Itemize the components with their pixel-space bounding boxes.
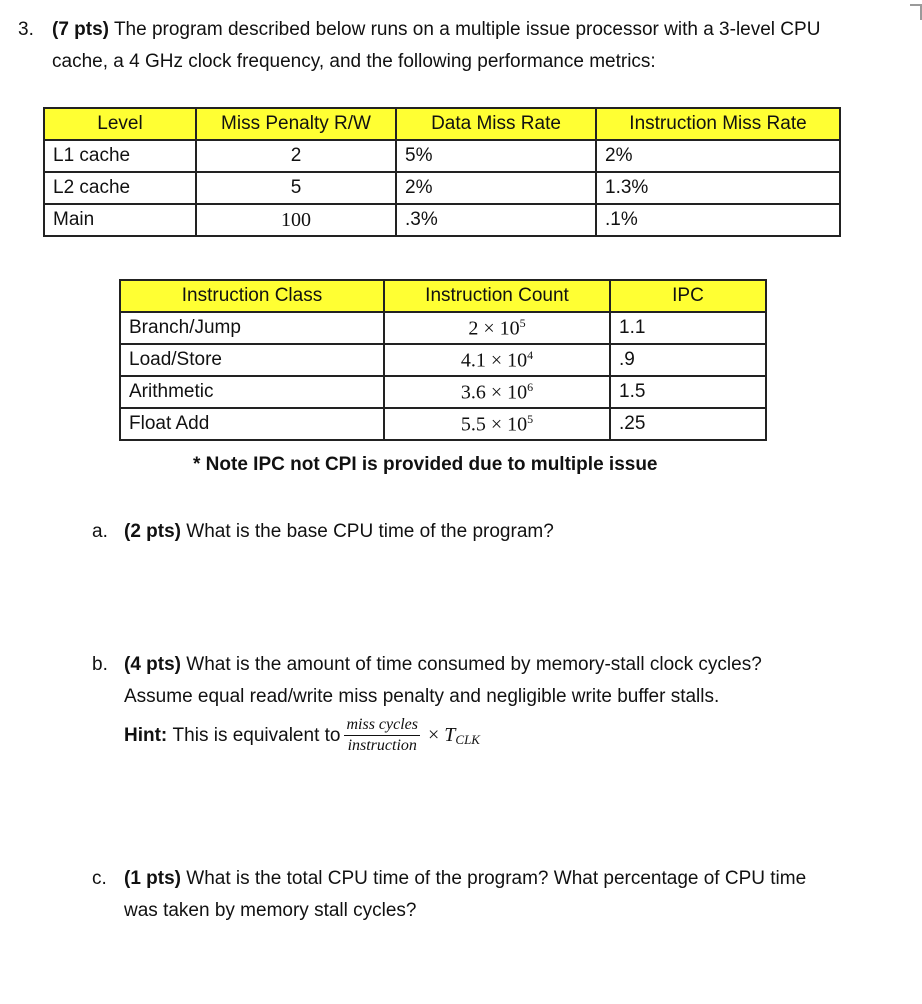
table-row: [120, 344, 766, 376]
cache-level-cell: Main: [44, 204, 196, 236]
instruction-miss-rate-cell: 1.3%: [596, 172, 840, 204]
count-exponent: 5: [527, 411, 534, 426]
part-c-label: c.: [92, 868, 107, 889]
cache-header-instruction-miss-rate: Instruction Miss Rate: [596, 108, 840, 140]
part-c-text-line2: was taken by memory stall cycles?: [124, 900, 417, 921]
instr-header-count: Instruction Count: [384, 280, 610, 312]
table-row: [120, 312, 766, 344]
instruction-miss-rate-cell: 2%: [596, 140, 840, 172]
part-b-label: b.: [92, 654, 108, 675]
part-c: [92, 863, 912, 927]
count-exponent: 4: [527, 347, 534, 362]
question-text-line2: cache, a 4 GHz clock frequency, and the following performance metrics:: [52, 51, 656, 72]
miss-penalty-cell: 5: [196, 172, 396, 204]
instruction-class-cell: Branch/Jump: [120, 312, 384, 344]
count-base: 5.5 × 10: [460, 413, 528, 436]
part-c-text: What is the total CPU time of the program? What percentage of CPU time: [186, 868, 807, 889]
data-miss-rate-cell: 5%: [396, 140, 596, 172]
hint: [124, 716, 480, 755]
hint-label: Hint:: [124, 724, 168, 746]
instruction-count-cell: [384, 376, 610, 408]
cache-level-cell: L2 cache: [44, 172, 196, 204]
ipc-cell: .25: [610, 408, 766, 440]
ipc-cell: .9: [610, 344, 766, 376]
instruction-miss-rate-cell: .1%: [596, 204, 840, 236]
part-b-points: (4 pts): [124, 654, 181, 675]
instruction-table: [119, 279, 767, 441]
count-base: 3.6 × 10: [460, 381, 528, 404]
table-row: [120, 376, 766, 408]
instruction-table-header: [120, 280, 766, 312]
page-corner-mark: [910, 4, 922, 20]
cache-table: [43, 107, 841, 237]
fraction-denominator: instruction: [347, 737, 417, 754]
part-c-points: (1 pts): [124, 868, 181, 889]
instr-header-ipc: IPC: [610, 280, 766, 312]
part-a-points: (2 pts): [124, 521, 181, 542]
part-a: [92, 516, 912, 548]
count-base: 4.1 × 10: [460, 349, 528, 372]
cache-header-data-miss-rate: Data Miss Rate: [396, 108, 596, 140]
miss-penalty-cell: 2: [196, 140, 396, 172]
instruction-count-cell: [384, 344, 610, 376]
instr-header-class: Instruction Class: [120, 280, 384, 312]
part-b: [92, 649, 912, 713]
table-row: [44, 140, 840, 172]
count-exponent: 5: [519, 315, 526, 330]
miss-penalty-cell: 100: [196, 204, 396, 236]
instruction-count-cell: [384, 408, 610, 440]
clk-subscript: CLK: [455, 731, 480, 747]
instruction-class-cell: Load/Store: [120, 344, 384, 376]
data-miss-rate-cell: 2%: [396, 172, 596, 204]
cache-table-header: [44, 108, 840, 140]
question-number: 3.: [18, 19, 34, 40]
table-row: [44, 204, 840, 236]
question-header: [18, 14, 898, 78]
instruction-count-cell: [384, 312, 610, 344]
part-b-text: What is the amount of time consumed by memory-stall clock cycles?: [186, 654, 762, 675]
question-text-line1: The program described below runs on a multiple issue processor with a 3-level CPU: [113, 19, 821, 40]
t-clk-term: [428, 724, 480, 748]
question-points: (7 pts): [52, 19, 109, 40]
ipc-cell: 1.5: [610, 376, 766, 408]
cache-level-cell: L1 cache: [44, 140, 196, 172]
count-exponent: 6: [527, 379, 534, 394]
cache-header-level: Level: [44, 108, 196, 140]
part-b-text-line2: Assume equal read/write miss penalty and negligible write buffer stalls.: [124, 686, 720, 707]
times-sign: ×: [428, 723, 440, 746]
table-row: [44, 172, 840, 204]
fraction-numerator: miss cycles: [344, 716, 420, 736]
miss-cycles-fraction: [344, 716, 420, 755]
t-symbol: T: [444, 723, 456, 746]
data-miss-rate-cell: .3%: [396, 204, 596, 236]
cache-header-miss-penalty: Miss Penalty R/W: [196, 108, 396, 140]
count-base: 2 × 10: [468, 317, 520, 340]
part-a-text: What is the base CPU time of the program?: [186, 521, 554, 542]
instruction-class-cell: Arithmetic: [120, 376, 384, 408]
table-row: [120, 408, 766, 440]
part-a-label: a.: [92, 521, 108, 542]
ipc-cell: 1.1: [610, 312, 766, 344]
hint-text: This is equivalent to: [172, 724, 341, 746]
instruction-class-cell: Float Add: [120, 408, 384, 440]
ipc-note: * Note IPC not CPI is provided due to multiple issue: [193, 454, 658, 475]
